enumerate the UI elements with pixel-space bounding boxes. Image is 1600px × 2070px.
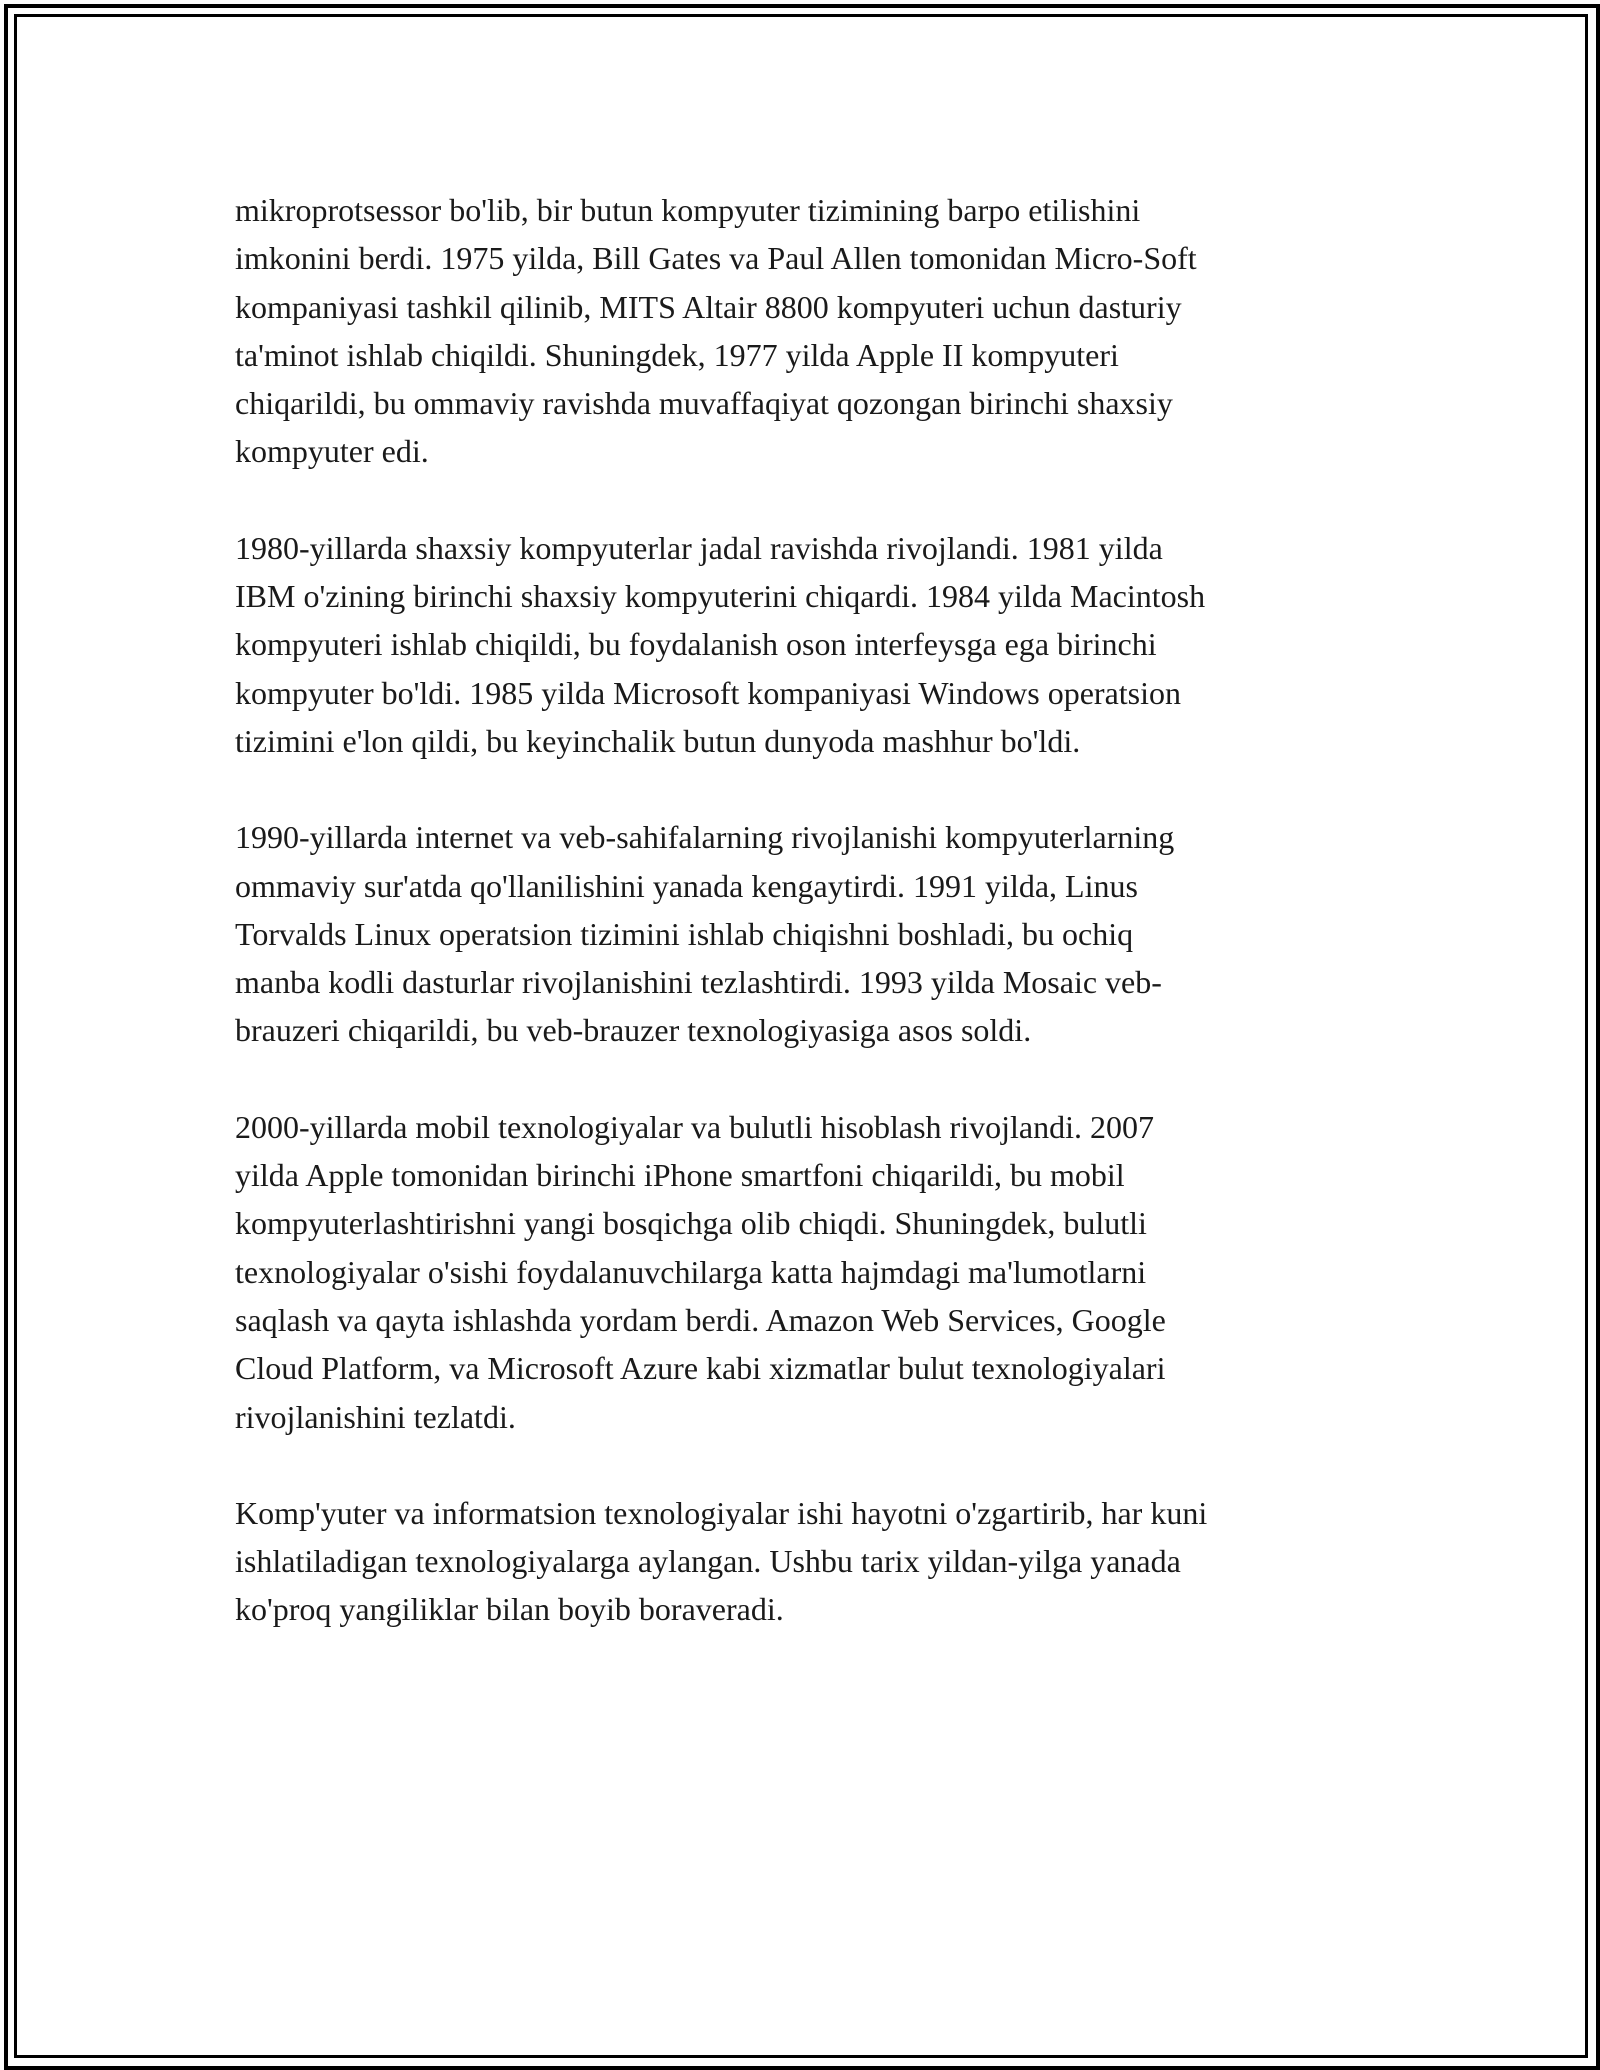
paragraph-1980s: 1980-yillarda shaxsiy kompyuterlar jadal ravishda rivojlandi. 1981 yilda IBM o'zining birinchi shaxsiy kompyuterini chiqardi. 1984 yilda Macintosh kompyuteri ishlab chiqildi, bu foydalanish oson interfeysga ega birinchi kompyuter bo'ldi. 1985 yilda Microsoft kompaniyasi Windows operatsion tizimini e'lon qildi, bu keyinchalik butun dunyoda mashhur bo'ldi. <box>235 529 1206 759</box>
paragraph-1990s: 1990-yillarda internet va veb-sahifalarning rivojlanishi kompyuterlarning ommaviy sur'atda qo'llanilishini yanada kengaytirdi. 1991 yilda, Linus Torvalds Linux operatsion tizimini ishlab chiqishni boshladi, bu ochiq manba kodli dasturlar rivojlanishini tezlashtirdi. 1993 yilda Mosaic veb- brauzeri chiqarildi, bu veb-brauzer texnologiyasiga asos soldi. <box>235 819 1175 1049</box>
paragraph-microsoft-apple: mikroprotsessor bo'lib, bir butun kompyuter tizimining barpo etilishini imkonini berdi. 1975 yilda, Bill Gates va Paul Allen tomonidan Micro-Soft kompaniyasi tashkil qilinib, MITS Altair 8800 kompyuteri uchun dasturiy ta'minot ishlab chiqildi. Shuningdek, 1977 yilda Apple II kompyuteri chiqarildi, bu ommaviy ravishda muvaffaqiyat qozongan birinchi shaxsiy kompyuter edi. <box>235 192 1197 470</box>
paragraph-conclusion: Komp'yuter va informatsion texnologiyalar ishi hayotni o'zgartirib, har kuni ishlatiladigan texnologiyalarga aylangan. Ushbu tarix yildan-yilga yanada ko'proq yangiliklar bilan boyib boraveradi. <box>235 1494 1208 1628</box>
paragraph-2000s: 2000-yillarda mobil texnologiyalar va bulutli hisoblash rivojlandi. 2007 yilda Apple tomonidan birinchi iPhone smartfoni chiqarildi, bu mobil kompyuterlashtirishni yangi bosqichga olib chiqdi. Shuningdek, bulutli texnologiyalar o'sishi foydalanuvchilarga katta hajmdagi ma'lumotlarni saqlash va qayta ishlashda yordam berdi. Amazon Web Services, Google Cloud Platform, va Microsoft Azure kabi xizmatlar bulut texnologiyalari rivojlanishini tezlatdi. <box>235 1108 1166 1435</box>
document-body <box>235 186 1365 1682</box>
